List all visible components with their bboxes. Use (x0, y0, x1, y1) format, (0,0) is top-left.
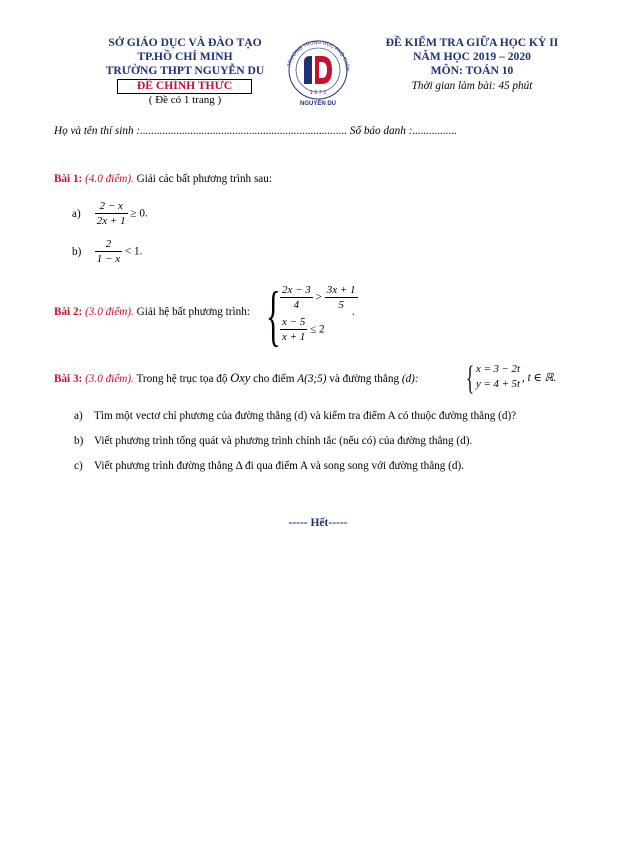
exam-title: ĐỀ KIỂM TRA GIỮA HỌC KỲ II (385, 36, 559, 49)
param-domain: , t ∈ ℝ. (522, 372, 557, 384)
problem-3-heading: Bài 3: (3.0 điểm). Trong hệ trục tọa độ Oxy cho điểm A(3;5) và đường thẳng (d): (54, 371, 419, 385)
official-badge: ĐỀ CHÍNH THỨC (117, 79, 252, 94)
department-title: SỞ GIÁO DỤC VÀ ĐÀO TẠO (108, 36, 262, 49)
candidate-number-label: Số báo danh : (349, 125, 413, 137)
problem-1a: a) $\frac{2 - x}{2x + 1}$ ≥ 0. (72, 200, 148, 227)
logo-year: 1 9 7 1 (309, 90, 327, 96)
problem-3b: b) Viết phương trình tổng quát và phương trình chính tắc (nếu có) của đường thẳng (d). (74, 435, 473, 447)
problem-3a: a) Tìm một vectơ chỉ phương của đường thẳng (d) và kiểm tra điểm A có thuộc đường thẳng (d)? (74, 410, 517, 422)
system-row-2: $\frac{x - 5}{x + 1}$ ≤ 2 (282, 316, 325, 343)
logo-arc-text: TRƯỜNG TRUNG HỌC PHỔ THÔN (286, 39, 351, 72)
student-name-label: Họ và tên thí sinh : (54, 125, 141, 137)
school-logo (282, 32, 354, 107)
school-title: TRƯỜNG THPT NGUYỄN DU (105, 64, 265, 77)
problem-2-heading: Bài 2: (3.0 điểm). Giải hệ bất phương trình: (54, 306, 250, 318)
system-brace: { (266, 277, 281, 353)
logo-name: NGUYỄN DU (299, 101, 337, 107)
subject: MÔN: TOÁN 10 (430, 64, 514, 77)
candidate-number-field: ................ (412, 125, 458, 137)
system-row-1: $\frac{2x - 3}{4}$ > $\frac{3x + 1}{5}$ (282, 284, 356, 311)
problem-1b: b) $\frac{2}{1 - x}$ < 1. (72, 238, 143, 265)
school-year: NĂM HỌC 2019 – 2020 (413, 50, 531, 63)
system-end: . (352, 306, 355, 318)
student-name-field: .......................................................................... (140, 125, 348, 137)
pages-note: ( Đề có 1 trang ) (148, 94, 222, 106)
param-brace: { (466, 360, 475, 397)
problem-1-heading: Bài 1: (4.0 điểm). Giải các bất phương trình sau: (54, 173, 272, 185)
param-equations: x = 3 − 2t y = 4 + 5t (476, 363, 520, 390)
end-marker: ----- Hết----- (288, 517, 348, 529)
time-limit: Thời gian làm bài: 45 phút (411, 80, 533, 92)
student-info-row (54, 124, 457, 138)
problem-3c: c) Viết phương trình đường thẳng Δ đi qua điểm A và song song với đường thẳng (d). (74, 460, 464, 472)
city-title: TP.HỒ CHÍ MINH (137, 50, 233, 63)
